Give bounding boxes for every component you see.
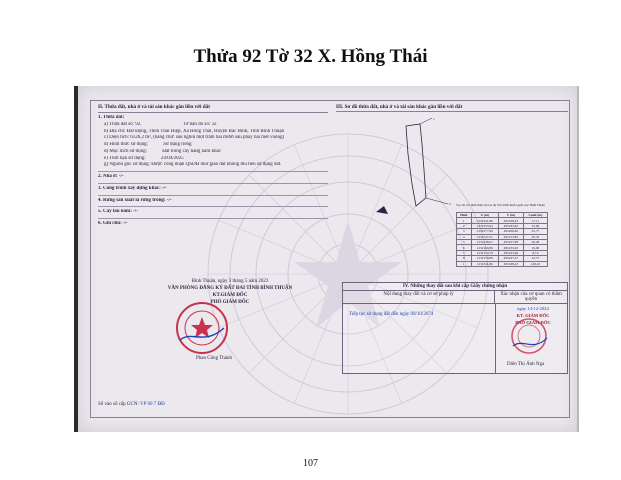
confirmation-red-stamp-icon [509, 316, 549, 356]
coord-cell: 495208,40 [498, 229, 523, 234]
section-heading-parcel: II. Thửa đất, nhà ở và tài sản khác gắn liền với đất [98, 104, 328, 113]
coord-header: Cạnh (m) [523, 213, 547, 218]
coord-cell: 17,11 [523, 218, 547, 223]
issuer-org-role: KT.GIÁM ĐỐC [212, 293, 248, 298]
coord-cell: 8,16 [523, 250, 547, 255]
coord-cell: 1232179,89 [471, 256, 498, 261]
coord-cell: 495168,43 [498, 261, 523, 266]
registry-number: Số vào sổ cấp GCN: VP 00 7 ĐĐ [98, 402, 165, 407]
confirm-org: KT. GIÁM ĐỐC [516, 312, 550, 318]
coord-cell: 6 [457, 245, 472, 250]
confirm-role: PHÓ GIÁM ĐỐC [515, 319, 551, 325]
coord-cell: 8 [457, 256, 472, 261]
coord-cell: 1232147,51 [471, 234, 498, 239]
coord-cell: 1232341,86 [471, 261, 498, 266]
coord-cell: 61,77 [523, 229, 547, 234]
field-address: b) Địa chỉ: Đất Động, Thôn Thái Hiệp, Xã Hồng Thái, Huyện Bắc Bình, Tỉnh Bình Thuận [104, 128, 285, 134]
coord-header: X (m) [471, 213, 498, 218]
item-notes: 6. Ghi chú: -/- [98, 221, 128, 227]
confirm-signer-name: Diên Thị Ánh Nga [507, 362, 545, 367]
changes-col-confirm: Xác nhận của cơ quan có thẩm quyền [500, 292, 562, 302]
coord-cell: 26,28 [523, 239, 547, 244]
changes-col-content: Nội dung thay đổi và cơ sở pháp lý [343, 291, 495, 303]
issuer-org: VĂN PHÒNG ĐĂNG KÝ ĐẤT ĐAI TỈNH BÌNH THUẬN [167, 286, 293, 291]
parcel-subheading: 1. Thửa đất: [98, 115, 125, 121]
item-production-forest: 4. Rừng sản xuất là rừng trồng: -/- [98, 197, 172, 203]
item-perennial-trees: 5. Cây lâu năm: -/- [98, 209, 138, 215]
field-usage-purpose: đ) Mục đích sử dụng: Đất trồng cây hàng năm khác [104, 148, 221, 154]
page-number: 107 [303, 458, 318, 469]
svg-text:1: 1 [433, 117, 435, 121]
coord-cell: 1232174,79 [471, 250, 498, 255]
coord-cell: 495183,62 [498, 223, 523, 228]
coord-cell: 1232341,86 [471, 218, 498, 223]
land-certificate-scan [74, 86, 579, 432]
official-red-stamp-icon [174, 300, 230, 356]
parcel-info-section [98, 104, 328, 228]
coord-cell: 1232169,89 [471, 245, 498, 250]
coord-cell: 148,16 [523, 261, 547, 266]
coord-caption: Tọa độ các đỉnh thửa, hệ tọa độ VN-2000 kinh tuyến trục Bình Thuận [456, 203, 545, 207]
svg-text:5: 5 [449, 202, 451, 206]
coord-cell: 495213,82 [498, 234, 523, 239]
page-title: Thửa 92 Tờ 32 X. Hồng Thái [193, 46, 428, 67]
coord-header: Y (m) [498, 213, 523, 218]
coord-cell: 1232277,99 [471, 229, 498, 234]
coord-cell: 495243,66 [498, 250, 523, 255]
section-heading-map: III. Sơ đồ thửa đất, nhà ở và tài sản khác gắn liền với đất [336, 104, 568, 112]
field-parcel-number: a) Thửa đất số: 92. Tờ bản đồ số: 32 [104, 121, 217, 127]
field-usage-origin: g) Nguồn gốc sử dụng: Được công nhận QSDĐ như giao đất không thu tiền sử dụng đất. [104, 162, 282, 168]
changes-title: IV. Những thay đổi sau khi cấp Giấy chứng nhận [343, 283, 567, 291]
field-usage-term: e) Thời hạn sử dụng: 24/04/2025 [104, 155, 184, 161]
coord-cell: 19,00 [523, 245, 547, 250]
coord-cell: 2 [457, 223, 472, 228]
coord-cell: 1232148,01 [471, 239, 498, 244]
coord-cell: 1 [457, 261, 472, 266]
changes-header-row [343, 291, 567, 304]
coord-row [457, 261, 548, 266]
coord-cell: 4 [457, 234, 472, 239]
coord-cell: 1 [457, 218, 472, 223]
coord-cell: 23,75 [523, 256, 547, 261]
issuer-org-title: PHÓ GIÁM ĐỐC [210, 300, 250, 305]
coord-cell: 5 [457, 239, 472, 244]
coordinates-table [456, 212, 548, 267]
coord-cell: 495233,20 [498, 245, 523, 250]
confirm-date: ngày 14-12-2024 [517, 306, 549, 311]
changes-body [343, 304, 567, 374]
coord-cell: 1232333,94 [471, 223, 498, 228]
change-entry: Tiếp tục sử dụng đất đến ngày 09/10/2074 [349, 312, 434, 317]
place-date: Bình Thuận, ngày 3 tháng 5 năm 2023 [191, 279, 269, 284]
coord-cell: 20,35 [523, 234, 547, 239]
field-usage-form: d) Hình thức sử dụng: Sử dụng riêng [104, 142, 192, 148]
issuer-signer-name: Phan Công Thành [196, 356, 233, 361]
field-area: c) Diện tích: 6126,2 m², (bằng chữ: sáu nghìn một trăm hai mươi sáu phẩy hai mét vuông) [104, 135, 285, 141]
coord-cell: 495168,43 [498, 218, 523, 223]
coord-cell: 35,06 [523, 223, 547, 228]
changes-section [342, 282, 568, 374]
coord-cell: 495247,27 [498, 256, 523, 261]
coord-cell: 3 [457, 229, 472, 234]
coord-cell: 495227,98 [498, 239, 523, 244]
item-other-construction: 3. Công trình xây dựng khác: -/- [98, 185, 167, 191]
coord-cell: 7 [457, 250, 472, 255]
item-house: 2. Nhà ở: -/- [98, 174, 124, 180]
coord-header: Đỉnh [457, 213, 472, 218]
